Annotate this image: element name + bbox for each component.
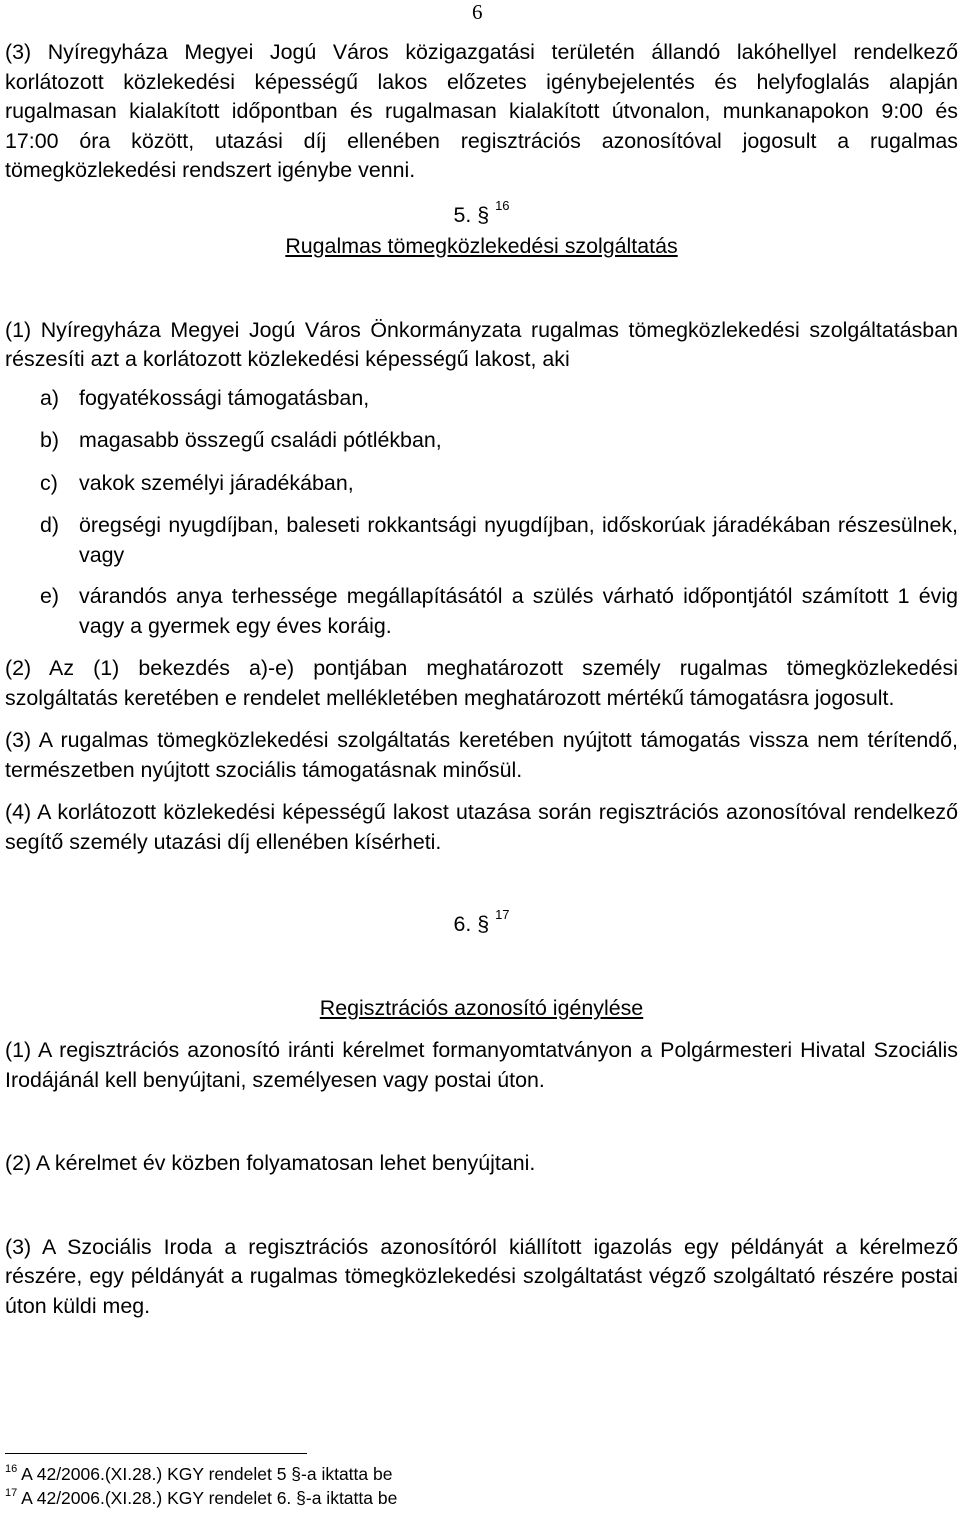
list-item [40,511,958,570]
footnote-ref-16: 16 [495,197,510,213]
page-number: 6 [472,0,483,24]
footnote-ref-17: 17 [495,907,510,922]
list-item-text: várandós anya terhessége megállapításától a szülés várható időpontjától számított 1 évig vagy a gyermek egy éves koráig. [79,584,958,638]
section-5-number [5,197,958,230]
section-5-title: Rugalmas tömegközlekedési szolgáltatás [285,233,678,258]
footnote [5,1462,397,1486]
footnote-text: A 42/2006.(XI.28.) KGY rendelet 6. §-a iktatta be [21,1488,398,1508]
section-6-title: Regisztrációs azonosító igénylése [319,996,644,1020]
section-5-paragraph-2: (2) Az (1) bekezdés a)-e) pontjában meghatározott személy rugalmas tömegközlekedési szolgáltatás keretében e rendelet mellékletében meghatározott mértékű támogatásra jogosult. [5,656,958,710]
footnote [5,1486,397,1510]
section-5-list [40,384,958,642]
section-5-paragraph-3: (3) A rugalmas tömegközlekedési szolgáltatás keretében nyújtott támogatás vissza nem térítendő, természetben nyújtott szociális támogatásnak minősül. [5,728,958,782]
list-item-text: vakok személyi járadékában, [79,470,354,495]
list-item-label: c) [40,470,58,495]
list-item [40,469,958,499]
list-item-label: d) [40,513,60,537]
list-item-text: öregségi nyugdíjban, baleseti rokkantsági nyugdíjban, időskorúak járadékában részesülnek, vagy [79,513,958,567]
section-6-number [5,909,958,939]
section-6-paragraph-2: (2) A kérelmet év közben folyamatosan lehet benyújtani. [5,1151,536,1175]
section-5-paragraph-4: (4) A korlátozott közlekedési képességű lakost utazása során regisztrációs azonosítóval rendelkező segítő személy utazási díj ellenében kísérheti. [5,800,958,854]
list-item-text: fogyatékossági támogatásban, [79,385,370,410]
section-6-paragraph-1: (1) A regisztrációs azonosító iránti kérelmet formanyomtatványon a Polgármesteri Hivatal Szociális Irodájánál kell benyújtani, személyesen vagy postai úton. [5,1038,958,1092]
footnote-separator [5,1453,307,1454]
section-number-text: 6. § [453,912,490,936]
list-item-label: b) [40,428,60,452]
list-item [40,582,958,641]
intro-paragraph: (3) Nyíregyháza Megyei Jogú Város közigazgatási területén állandó lakóhellyel rendelkező korlátozott közlekedési képességű lakos előzetes igénybejelentés és helyfoglalás alapján rugalmasan kialakított időpontban és rugalmasan kialakított útvonalon, munkanapokon 9:00 és 17:00 óra között, utazási díj ellenében regisztrációs azonosítóval jogosult a rugalmas tömegközlekedési rendszert igénybe venni. [5,40,958,182]
list-item-label: a) [40,385,60,410]
footnote-number: 17 [5,1487,18,1499]
list-item-text: magasabb összegű családi pótlékban, [79,428,442,452]
list-item [40,384,958,414]
footnotes [5,1462,397,1510]
list-item-label: e) [40,584,60,608]
section-6-paragraph-3: (3) A Szociális Iroda a regisztrációs azonosítóról kiállított igazolás egy példányát a kérelmező részére, egy példányát a rugalmas tömegközlekedési szolgáltatást végző szolgáltató részére postai úton küldi meg. [5,1234,958,1318]
footnote-text: A 42/2006.(XI.28.) KGY rendelet 5 §-a iktatta be [21,1464,393,1484]
document-body [5,38,958,1321]
footnote-number: 16 [5,1463,18,1475]
section-number-text: 5. § [453,202,490,227]
section-5-paragraph-1: (1) Nyíregyháza Megyei Jogú Város Önkormányzata rugalmas tömegközlekedési szolgáltatásban részesíti azt a korlátozott közlekedési képességű lakost, aki [5,317,958,371]
list-item [40,426,958,456]
